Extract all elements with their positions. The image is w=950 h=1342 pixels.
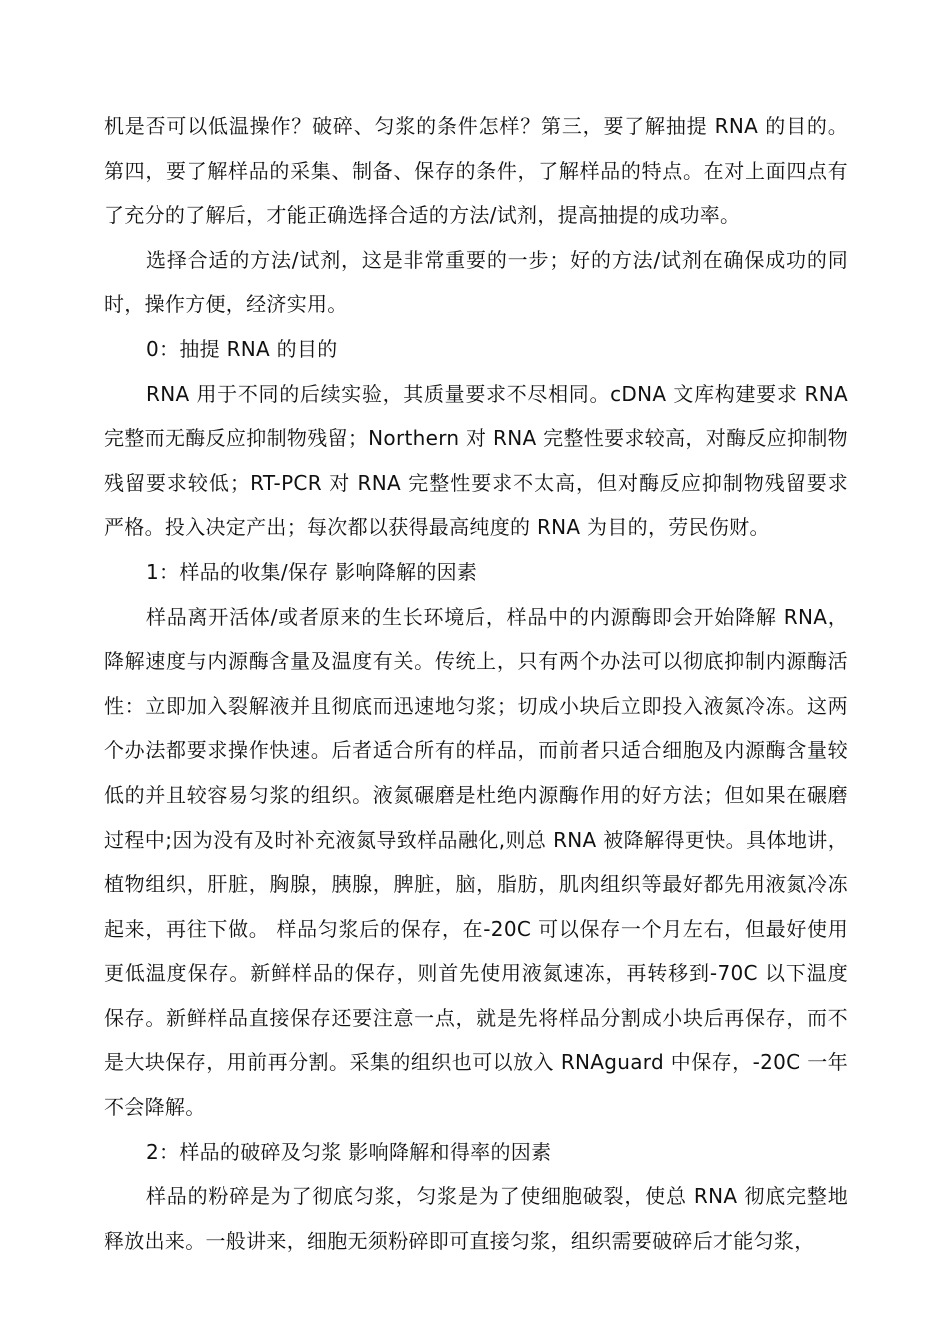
section-heading-2: 2：样品的破碎及匀浆 影响降解和得率的因素: [146, 1139, 552, 1164]
section-heading-0: 0：抽提 RNA 的目的: [146, 336, 338, 361]
paragraph-sample-homogenization: 样品的粉碎是为了彻底匀浆，匀浆是为了使细胞破裂，使总 RNA 彻底完整地释放出来。一般讲来，细胞无须粉碎即可直接匀浆，组织需要破碎后才能匀浆，: [104, 1184, 848, 1253]
paragraph-rna-purpose: RNA 用于不同的后续实验，其质量要求不尽相同。cDNA 文库构建要求 RNA 完整而无酶反应抑制物残留；Northern 对 RNA 完整性要求较高，对酶反应抑制物残留要求较低；RT-PCR 对 RNA 完整性要求不太高，但对酶反应抑制物残留要求严格。投入决定产出；每次都以获得最高纯度的 RNA 为目的，劳民伤财。: [104, 381, 848, 540]
section-heading-1: 1：样品的收集/保存 影响降解的因素: [146, 559, 478, 584]
document-body: [104, 104, 848, 1263]
paragraph-method-choice: 选择合适的方法/试剂，这是非常重要的一步；好的方法/试剂在确保成功的同时，操作方便，经济实用。: [104, 247, 848, 317]
paragraph-sample-storage: 样品离开活体/或者原来的生长环境后，样品中的内源酶即会开始降解 RNA，降解速度与内源酶含量及温度有关。传统上，只有两个办法可以彻底抑制内源酶活性：立即加入裂解液并且彻底而迅速地匀浆；切成小块后立即投入液氮冷冻。这两个办法都要求操作快速。后者适合所有的样品，而前者只适合细胞及内源酶含量较低的并且较容易匀浆的组织。液氮碾磨是杜绝内源酶作用的好方法；但如果在碾磨过程中;因为没有及时补充液氮导致样品融化,则总 RNA 被降解得更快。具体地讲，植物组织，肝脏，胸腺，胰腺，脾脏，脑，脂肪，肌肉组织等最好都先用液氮冷冻起来，再往下做。 样品匀浆后的保存，在-20C 可以保存一个月左右，但最好使用更低温度保存。新鲜样品的保存，则首先使用液氮速冻，再转移到-70C 以下温度保存。新鲜样品直接保存还要注意一点，就是先将样品分割成小块后再保存，而不是大块保存，用前再分割。采集的组织也可以放入 RNAguard 中保存，-20C 一年不会降解。: [104, 604, 848, 1120]
paragraph-continuation: 机是否可以低温操作？破碎、匀浆的条件怎样？第三，要了解抽提 RNA 的目的。第四，要了解样品的采集、制备、保存的条件，了解样品的特点。在对上面四点有了充分的了解后，才能正确选择合适的方法/试剂，提高抽提的成功率。: [104, 114, 848, 228]
